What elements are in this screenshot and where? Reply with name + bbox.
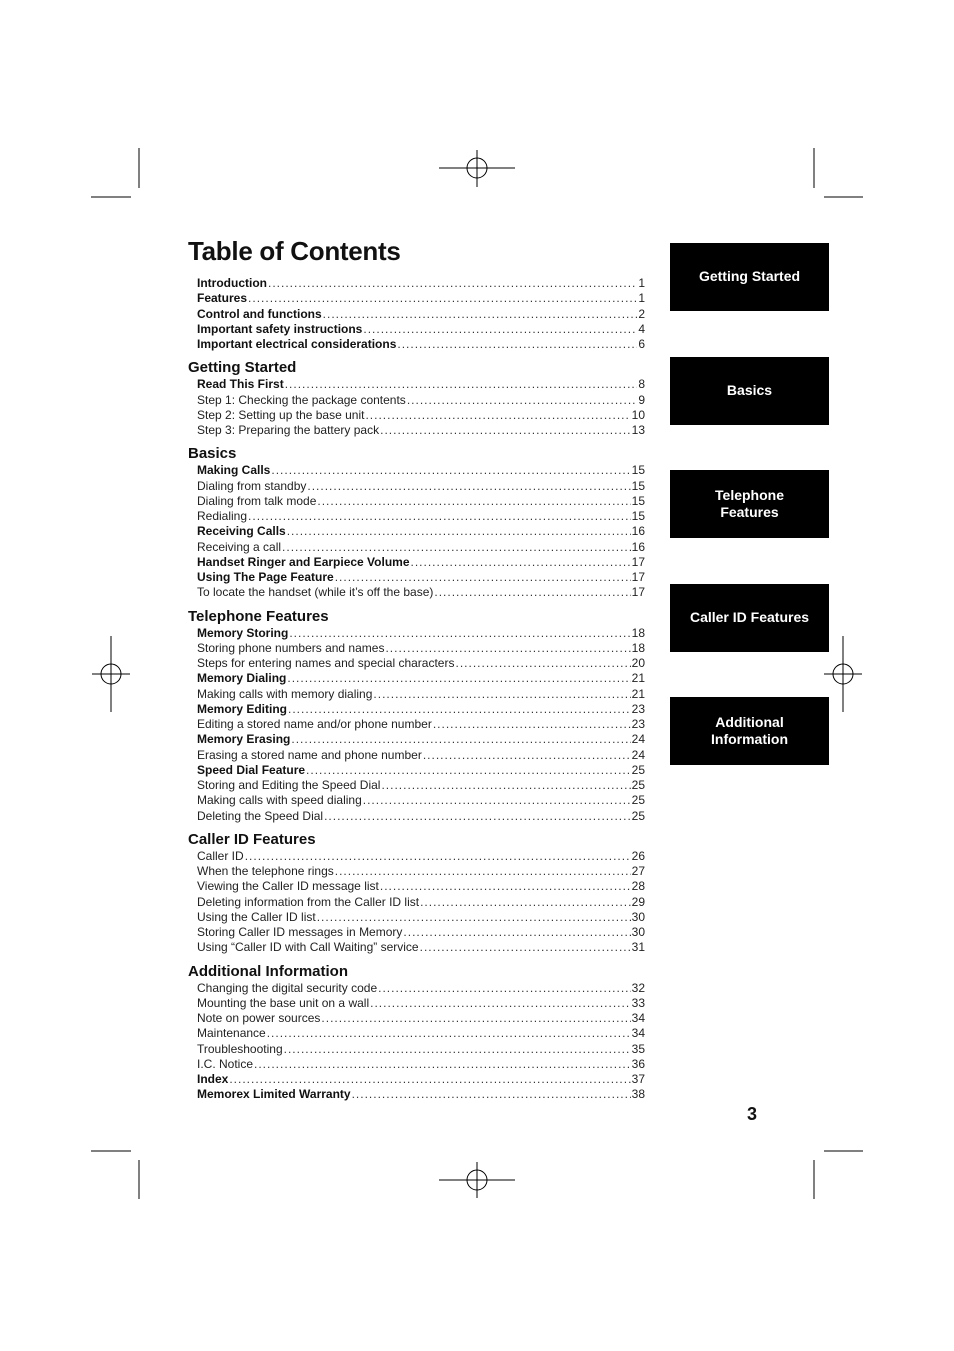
toc-entry xyxy=(197,910,645,925)
toc-entry xyxy=(197,1042,645,1057)
toc-leader-dots xyxy=(363,793,631,808)
toc-entry-page: 26 xyxy=(631,848,645,863)
toc-entry xyxy=(197,291,645,306)
toc-entry xyxy=(197,748,645,763)
toc-leader-dots xyxy=(254,1057,631,1072)
toc-entry-label: Deleting the Speed Dial xyxy=(197,808,324,823)
toc-leader-dots xyxy=(285,377,638,392)
toc-entry xyxy=(197,570,645,585)
toc-entry-label: Receiving a call xyxy=(197,539,282,554)
page-number: 3 xyxy=(747,1104,758,1124)
toc-entry-label: Receiving Calls xyxy=(197,524,286,539)
toc-entry xyxy=(197,463,645,478)
toc-entry-label: Storing Caller ID messages in Memory xyxy=(197,925,403,939)
toc-entry-page: 15 xyxy=(631,463,645,478)
toc-entry-label: Dialing from talk mode xyxy=(197,493,317,508)
toc-leader-dots xyxy=(363,322,637,337)
toc-entry-page: 1 xyxy=(638,276,645,290)
toc-leader-dots xyxy=(324,809,631,824)
section-tab-basics xyxy=(670,357,829,425)
toc-entry-label: Viewing the Caller ID message list xyxy=(197,879,379,894)
toc-leader-dots xyxy=(282,540,631,555)
toc-leader-dots xyxy=(306,763,631,778)
toc-entry xyxy=(197,1087,645,1102)
toc-entry-label: Memory Storing xyxy=(197,625,289,640)
toc-entry xyxy=(197,479,645,494)
toc-leader-dots xyxy=(420,940,631,955)
toc-entry-page: 34 xyxy=(631,1011,645,1025)
toc-section-heading: Basics xyxy=(188,445,237,463)
toc-entry xyxy=(197,981,645,996)
toc-leader-dots xyxy=(268,276,637,291)
toc-leader-dots xyxy=(411,555,631,570)
toc-entry xyxy=(197,864,645,879)
toc-entry xyxy=(197,626,645,641)
toc-entry-page: 6 xyxy=(638,337,645,351)
toc-leader-dots xyxy=(373,687,630,702)
toc-leader-dots xyxy=(380,423,631,438)
toc-leader-dots xyxy=(288,702,631,717)
toc-entry-label: Caller ID xyxy=(197,848,244,863)
toc-entry-page: 38 xyxy=(631,1087,645,1102)
section-tab-caller-id-features xyxy=(670,584,829,652)
toc-section-telephone-features xyxy=(188,608,645,824)
toc-entry-page: 25 xyxy=(631,778,645,792)
toc-leader-dots xyxy=(365,408,630,423)
toc-entry-page: 1 xyxy=(638,291,645,306)
toc-leader-dots xyxy=(229,1072,630,1087)
toc-entry-page: 9 xyxy=(638,392,645,407)
toc-entry-label: Memory Editing xyxy=(197,701,288,716)
toc-entry-page: 24 xyxy=(631,747,645,762)
toc-entry-page: 23 xyxy=(631,701,645,716)
toc-entry-label: Changing the digital security code xyxy=(197,980,378,995)
toc-leader-dots xyxy=(370,996,631,1011)
toc-entry xyxy=(197,687,645,702)
toc-leader-dots xyxy=(284,1042,631,1057)
toc-leader-dots xyxy=(407,393,638,408)
section-tab-label: Basics xyxy=(726,381,773,398)
toc-entry-page: 25 xyxy=(631,793,645,808)
toc-entry xyxy=(197,393,645,408)
toc-leader-dots xyxy=(420,895,631,910)
toc-entry xyxy=(197,778,645,793)
toc-entry-page: 16 xyxy=(631,539,645,554)
toc-leader-dots xyxy=(287,524,631,539)
toc-entry xyxy=(197,540,645,555)
toc-leader-dots xyxy=(397,337,637,352)
toc-entry-page: 24 xyxy=(631,732,645,747)
toc-entry-page: 10 xyxy=(631,407,645,422)
toc-leader-dots xyxy=(381,778,630,793)
toc-entry-label: Memory Dialing xyxy=(197,671,287,686)
toc-entry-label: Speed Dial Feature xyxy=(197,762,306,777)
toc-leader-dots xyxy=(423,748,631,763)
section-tab-label: Caller ID Features xyxy=(689,608,810,625)
toc-section-heading: Caller ID Features xyxy=(188,830,316,848)
toc-entry-label: Note on power sources xyxy=(197,1011,321,1025)
toc-entry xyxy=(197,509,645,524)
toc-entry-page: 17 xyxy=(631,570,645,584)
toc-entry xyxy=(197,585,645,600)
table-of-contents xyxy=(188,276,645,1103)
toc-entry xyxy=(197,671,645,686)
toc-entry xyxy=(197,408,645,423)
toc-entry-label: Handset Ringer and Earpiece Volume xyxy=(197,554,410,569)
toc-leader-dots xyxy=(385,641,630,656)
section-tab-additional-information xyxy=(670,697,829,765)
toc-entry-page: 21 xyxy=(631,671,645,686)
toc-entry-page: 4 xyxy=(638,321,645,336)
toc-entry xyxy=(197,793,645,808)
toc-entry-page: 30 xyxy=(631,925,645,939)
toc-entry-page: 32 xyxy=(631,980,645,995)
toc-leader-dots xyxy=(248,291,637,306)
toc-entry xyxy=(197,717,645,732)
toc-entry-label: Index xyxy=(197,1072,229,1086)
toc-leader-dots xyxy=(291,732,630,747)
toc-entry xyxy=(197,1057,645,1072)
toc-section-front-matter xyxy=(188,276,645,352)
toc-entry xyxy=(197,307,645,322)
toc-entry-page: 15 xyxy=(631,493,645,508)
toc-entry xyxy=(197,849,645,864)
toc-entry-page: 13 xyxy=(631,423,645,437)
toc-leader-dots xyxy=(287,671,630,686)
toc-leader-dots xyxy=(307,479,630,494)
toc-entry-label: Storing and Editing the Speed Dial xyxy=(197,778,381,792)
toc-entry-label: Storing phone numbers and names xyxy=(197,640,385,655)
toc-entry xyxy=(197,337,645,352)
toc-entry xyxy=(197,925,645,940)
toc-entry-label: Using The Page Feature xyxy=(197,570,334,584)
toc-leader-dots xyxy=(248,509,631,524)
toc-entry-page: 8 xyxy=(638,377,645,392)
toc-entry-page: 15 xyxy=(631,509,645,523)
toc-entry-label: Maintenance xyxy=(197,1026,266,1041)
section-tab-label: Telephone Features xyxy=(715,486,784,520)
toc-entry-page: 33 xyxy=(631,995,645,1010)
toc-entry-label: Making calls with speed dialing xyxy=(197,793,362,808)
toc-entry xyxy=(197,732,645,747)
toc-entry xyxy=(197,879,645,894)
section-tab-label: Getting Started xyxy=(698,268,801,285)
toc-entry-label: Read This First xyxy=(197,377,284,392)
toc-entry xyxy=(197,423,645,438)
toc-entry xyxy=(197,494,645,509)
toc-entry-page: 29 xyxy=(631,894,645,909)
toc-entry-page: 16 xyxy=(631,524,645,539)
toc-entry-page: 17 xyxy=(631,585,645,600)
toc-leader-dots xyxy=(403,925,630,940)
toc-section-basics xyxy=(188,445,645,600)
toc-entry-label: Mounting the base unit on a wall xyxy=(197,995,370,1010)
toc-leader-dots xyxy=(352,1087,631,1102)
toc-section-heading: Getting Started xyxy=(188,359,297,377)
toc-entry xyxy=(197,524,645,539)
toc-entry xyxy=(197,656,645,671)
section-tab-label: Additional Information xyxy=(711,713,788,747)
toc-entry-page: 15 xyxy=(631,478,645,493)
toc-leader-dots xyxy=(317,494,630,509)
toc-entry-label: Using “Caller ID with Call Waiting” service xyxy=(197,940,419,955)
toc-entry xyxy=(197,641,645,656)
toc-leader-dots xyxy=(267,1026,631,1041)
toc-entry-page: 21 xyxy=(631,686,645,701)
toc-entry-label: Important safety instructions xyxy=(197,321,363,336)
toc-entry xyxy=(197,276,645,291)
toc-entry-page: 34 xyxy=(631,1026,645,1041)
toc-entry xyxy=(197,377,645,392)
toc-entry-label: Making Calls xyxy=(197,463,271,478)
toc-entry xyxy=(197,322,645,337)
toc-entry-label: Troubleshooting xyxy=(197,1041,283,1056)
toc-leader-dots xyxy=(321,1011,630,1026)
toc-entry-page: 30 xyxy=(631,909,645,924)
toc-entry xyxy=(197,996,645,1011)
toc-leader-dots xyxy=(271,463,630,478)
toc-leader-dots xyxy=(323,307,638,322)
toc-entry-page: 20 xyxy=(631,656,645,670)
toc-entry-page: 23 xyxy=(631,717,645,731)
toc-entry-label: Step 3: Preparing the battery pack xyxy=(197,423,380,437)
toc-entry-page: 18 xyxy=(631,625,645,640)
toc-entry xyxy=(197,555,645,570)
toc-entry-page: 36 xyxy=(631,1056,645,1071)
toc-entry-label: Introduction xyxy=(197,276,267,290)
toc-entry-label: Dialing from standby xyxy=(197,478,307,493)
toc-entry-label: Memorex Limited Warranty xyxy=(197,1087,351,1102)
toc-leader-dots xyxy=(433,717,631,732)
toc-entry-page: 35 xyxy=(631,1041,645,1056)
toc-leader-dots xyxy=(434,585,630,600)
toc-entry-page: 28 xyxy=(631,879,645,894)
toc-leader-dots xyxy=(380,879,631,894)
toc-entry-label: Step 2: Setting up the base unit xyxy=(197,407,365,422)
toc-section-caller-id-features xyxy=(188,831,645,956)
toc-entry xyxy=(197,1011,645,1026)
toc-section-getting-started xyxy=(188,359,645,438)
toc-entry-label: Making calls with memory dialing xyxy=(197,686,373,701)
toc-section-heading: Telephone Features xyxy=(188,607,329,625)
toc-entry-page: 37 xyxy=(631,1072,645,1086)
toc-leader-dots xyxy=(245,849,631,864)
section-tab-telephone-features xyxy=(670,470,829,538)
toc-entry-label: Using the Caller ID list xyxy=(197,909,316,924)
toc-entry-page: 25 xyxy=(631,808,645,823)
toc-entry-label: Features xyxy=(197,291,248,306)
toc-entry-page: 27 xyxy=(631,864,645,878)
toc-entry-page: 18 xyxy=(631,640,645,655)
toc-entry-label: Redialing xyxy=(197,509,248,523)
toc-entry-label: Control and functions xyxy=(197,306,322,321)
page-title: Table of Contents xyxy=(188,236,401,266)
toc-section-additional-information xyxy=(188,963,645,1103)
toc-entry xyxy=(197,1026,645,1041)
toc-entry-label: I.C. Notice xyxy=(197,1056,254,1071)
toc-entry-label: Erasing a stored name and phone number xyxy=(197,747,422,762)
toc-leader-dots xyxy=(455,656,630,671)
toc-leader-dots xyxy=(317,910,631,925)
toc-entry-page: 31 xyxy=(631,940,645,955)
toc-entry-label: To locate the handset (while it’s off the base) xyxy=(197,585,434,600)
toc-section-heading: Additional Information xyxy=(188,962,348,980)
toc-entry-label: Important electrical considerations xyxy=(197,337,397,351)
section-tab-getting-started xyxy=(670,243,829,311)
toc-entry-label: Step 1: Checking the package contents xyxy=(197,392,406,407)
toc-entry xyxy=(197,1072,645,1087)
toc-entry-label: Deleting information from the Caller ID list xyxy=(197,894,420,909)
toc-entry xyxy=(197,895,645,910)
toc-entry xyxy=(197,702,645,717)
toc-entry-label: Memory Erasing xyxy=(197,732,291,747)
toc-leader-dots xyxy=(378,981,631,996)
toc-entry-label: Steps for entering names and special characters xyxy=(197,656,455,670)
toc-entry xyxy=(197,940,645,955)
toc-leader-dots xyxy=(335,570,631,585)
toc-entry-page: 25 xyxy=(631,762,645,777)
toc-entry-page: 17 xyxy=(631,554,645,569)
toc-entry xyxy=(197,809,645,824)
toc-leader-dots xyxy=(335,864,631,879)
toc-entry-label: When the telephone rings xyxy=(197,864,334,878)
toc-leader-dots xyxy=(289,626,630,641)
toc-entry-page: 2 xyxy=(638,306,645,321)
toc-entry xyxy=(197,763,645,778)
toc-entry-label: Editing a stored name and/or phone number xyxy=(197,717,432,731)
